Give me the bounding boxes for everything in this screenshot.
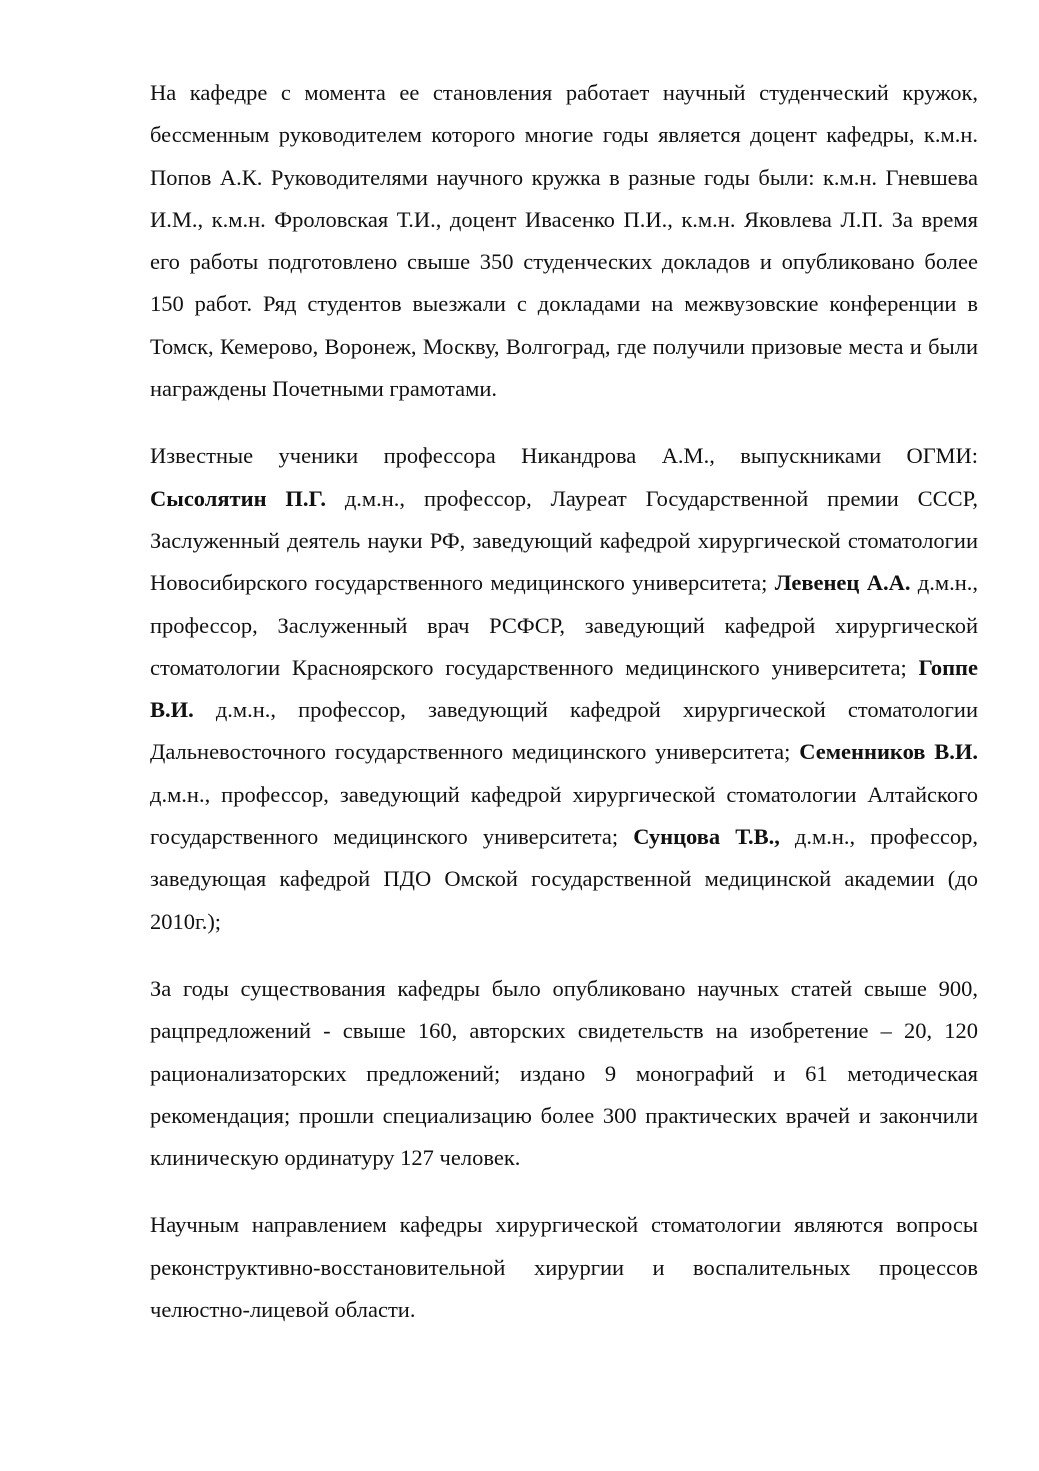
student-name: Семенников В.И. — [799, 739, 978, 765]
paragraph-student-circle — [150, 72, 978, 410]
paragraph-text: За годы существования кафедры было опубликовано научных статей свыше 900, рацпредложений - свыше 160, авторских свидетельств на изобретение – 20, 120 рационализаторских предложений; издано 9 монографий и 61 методическая рекомендация; прошли специализацию более 300 практических врачей и закончили клиническую ординатуру 127 человек. — [150, 975, 978, 1171]
paragraph-text: На кафедре с момента ее становления работает научный студенческий кружок, бессменным руководителем которого многие годы является доцент кафедры, к.м.н. Попов А.К. Руководителями научного кружка в разные годы были: к.м.н. Гневшева И.М., к.м.н. Фроловская Т.И., доцент Ивасенко П.И., к.м.н. Яковлева Л.П. За время его работы подготовлено свыше 350 студенческих докладов и опубликовано более 150 работ. Ряд студентов выезжали с докладами на межвузовские конференции в Томск, Кемерово, Воронеж, Москву, Волгоград, где получили призовые места и были награждены Почетными грамотами. — [150, 80, 978, 402]
student-name: Сысолятин П.Г. — [150, 485, 326, 511]
student-name: Левенец А.А. — [774, 570, 911, 596]
paragraph-publications — [150, 968, 978, 1179]
paragraph-research-direction — [150, 1204, 978, 1331]
paragraph-text: Научным направлением кафедры хирургической стоматологии являются вопросы реконструктивно-восстановительной хирургии и воспалительных процессов челюстно-лицевой области. — [150, 1212, 978, 1323]
paragraph-text: д.м.н., профессор, заведующий кафедрой хирургической стоматологии Дальневосточного государственного медицинского университета; — [150, 697, 978, 765]
paragraph-notable-students — [150, 435, 978, 943]
document-page — [150, 72, 978, 1331]
student-name: Сунцова Т.В., — [633, 824, 780, 850]
paragraph-text: д.м.н., профессор, заведующий кафедрой хирургической стоматологии Алтайского государственного медицинского университета; — [150, 781, 978, 850]
paragraph-text: д.м.н., профессор, заведующая кафедрой ПДО Омской государственной медицинской академии (до 2010г.); — [150, 824, 978, 934]
paragraph-text: д.м.н., профессор, Лауреат Государственной премии СССР, Заслуженный деятель науки РФ, заведующий кафедрой хирургической стоматологии Новосибирского государственного медицинского университета; — [150, 485, 979, 596]
paragraph-text: д.м.н., профессор, Заслуженный врач РСФСР, заведующий кафедрой хирургической стоматологии Красноярского государственного медицинского университета; — [150, 570, 978, 680]
paragraph-text: Известные ученики профессора Никандрова А.М., выпускниками ОГМИ: — [150, 443, 978, 469]
student-name: Гоппе В.И. — [150, 654, 978, 723]
